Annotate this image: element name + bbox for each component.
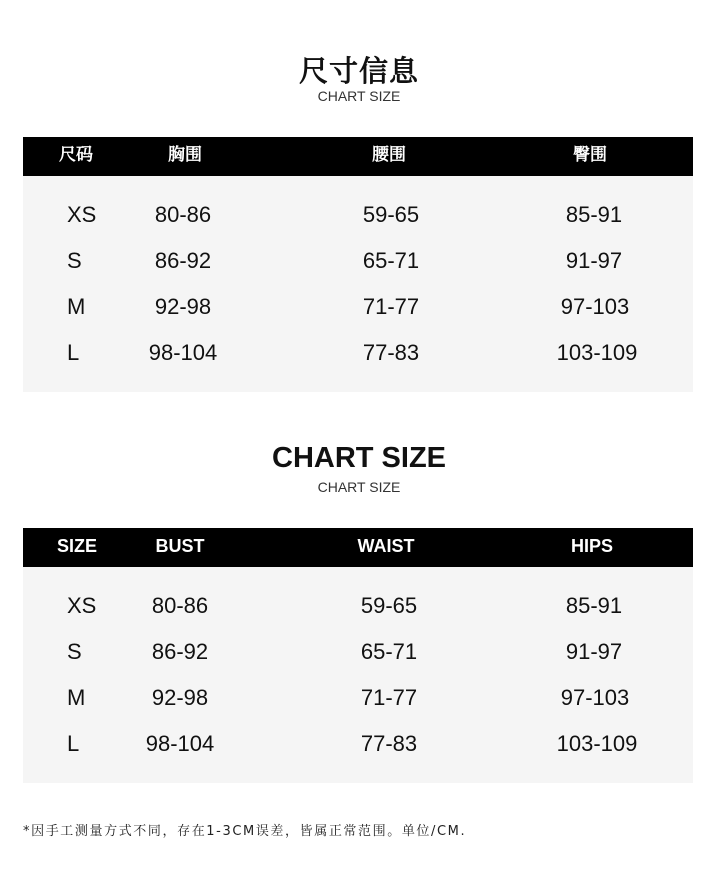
size-cell: L	[67, 340, 80, 365]
table-header-row	[23, 528, 693, 567]
table-row	[23, 721, 693, 767]
bust-cell: 98-104	[148, 340, 218, 365]
bust-cell: 92-98	[151, 685, 209, 710]
hips-cell: 85-91	[565, 593, 623, 618]
waist-cell: 65-71	[362, 248, 420, 273]
column-header-bust: BUST	[155, 536, 205, 556]
waist-cell: 59-65	[362, 202, 420, 227]
bust-cell: 86-92	[151, 639, 209, 664]
waist-cell: 65-71	[360, 639, 418, 664]
hips-cell: 85-91	[565, 202, 623, 227]
table-row	[23, 238, 693, 284]
size-chart-subtitle-en: CHART SIZE	[317, 479, 401, 495]
size-cell: M	[67, 294, 86, 319]
size-table-cn	[23, 137, 693, 392]
table-row	[23, 675, 693, 721]
table-row	[23, 629, 693, 675]
bust-cell: 86-92	[154, 248, 212, 273]
waist-cell: 77-83	[362, 340, 420, 365]
column-header-waist: WAIST	[357, 536, 415, 556]
table-body	[23, 176, 693, 392]
column-header-hips: HIPS	[570, 536, 614, 556]
bust-cell: 98-104	[145, 731, 215, 756]
size-cell: S	[67, 248, 82, 273]
hips-cell: 103-109	[556, 731, 638, 756]
size-chart-subtitle-cn: CHART SIZE	[317, 88, 401, 104]
hips-cell: 97-103	[560, 294, 630, 319]
table-row	[23, 284, 693, 330]
bust-cell: 80-86	[154, 202, 212, 227]
size-cell: XS	[67, 593, 97, 618]
column-header-size: 尺码	[59, 145, 93, 165]
hips-cell: 103-109	[556, 340, 638, 365]
table-header-row	[23, 137, 693, 176]
table-row	[23, 583, 693, 629]
measurement-footnote: *因手工测量方式不同，存在1-3CM误差，皆属正常范围。单位/CM.	[23, 824, 467, 839]
size-cell: S	[67, 639, 82, 664]
hips-cell: 91-97	[565, 639, 623, 664]
waist-cell: 71-77	[362, 294, 420, 319]
waist-cell: 77-83	[360, 731, 418, 756]
size-cell: M	[67, 685, 86, 710]
size-cell: L	[67, 731, 80, 756]
size-table-en	[23, 528, 693, 783]
column-header-bust: 胸围	[168, 145, 202, 165]
size-cell: XS	[67, 202, 97, 227]
hips-cell: 91-97	[565, 248, 623, 273]
table-row	[23, 192, 693, 238]
table-body	[23, 567, 693, 783]
hips-cell: 97-103	[560, 685, 630, 710]
bust-cell: 80-86	[151, 593, 209, 618]
size-chart-title-en: CHART SIZE	[272, 442, 446, 474]
waist-cell: 71-77	[360, 685, 418, 710]
column-header-hips: 臀围	[573, 145, 607, 165]
waist-cell: 59-65	[360, 593, 418, 618]
table-row	[23, 330, 693, 376]
column-header-size: SIZE	[56, 536, 98, 556]
size-chart-title-cn: 尺寸信息	[298, 54, 419, 88]
column-header-waist: 腰围	[372, 145, 406, 165]
bust-cell: 92-98	[154, 294, 212, 319]
